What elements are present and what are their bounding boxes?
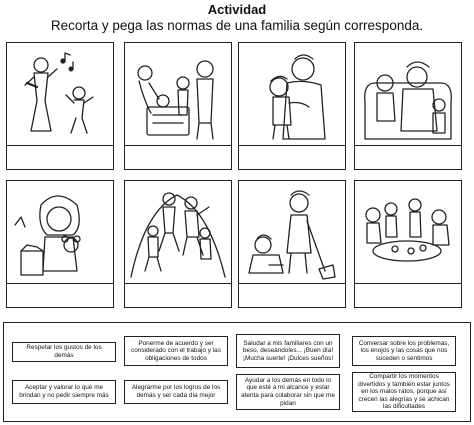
answer-slot[interactable] xyxy=(355,283,461,307)
answer-slot[interactable] xyxy=(355,145,461,169)
picture-card xyxy=(238,180,346,308)
rule-card[interactable]: Ponerme de acuerdo y ser considerado con el trabajo y las obligaciones de todos xyxy=(124,336,228,366)
picture-card xyxy=(238,42,346,170)
rule-card[interactable]: Conversar sobre los problemas, los enojos y las cosas que nos suceden o sentimos xyxy=(352,336,456,366)
picture-card xyxy=(354,42,462,170)
rule-card[interactable]: Ayudar a los demás en todo lo que esté a mi alcance y estar atenta para colaborar sin que me pidan xyxy=(236,374,340,410)
answer-slot[interactable] xyxy=(125,145,231,169)
answer-slot[interactable] xyxy=(239,283,345,307)
answer-slot[interactable] xyxy=(7,283,113,307)
family-at-dinner-table-icon xyxy=(355,181,461,285)
family-jumping-together-icon xyxy=(125,181,231,285)
rule-card[interactable]: Compartir los momentos divertidos y también estar juntos en los malos ratos, porque así crecen las alegrías y se achican las dificultades xyxy=(352,372,456,412)
answer-slot[interactable] xyxy=(125,283,231,307)
answer-slot[interactable] xyxy=(239,145,345,169)
picture-card xyxy=(354,180,462,308)
rule-card[interactable]: Aceptar y valorar lo que me brindan y no pedir siempre más xyxy=(12,380,116,404)
picture-card xyxy=(124,180,232,308)
girl-with-toys-icon xyxy=(7,181,113,285)
rule-card[interactable]: Saludar a mis familiares con un beso, deseándoles... ¡Buen día! ¡Mucha suerte! ¡Dulces sueños! xyxy=(236,334,340,368)
picture-card xyxy=(6,42,114,170)
answer-slot[interactable] xyxy=(7,145,113,169)
grandfather-with-grandchildren-icon xyxy=(355,43,461,147)
worksheet-instruction: Recorta y pega las normas de una familia según corresponda. xyxy=(50,18,424,33)
musician-with-child-dancing-icon xyxy=(7,43,113,147)
children-sweeping-icon xyxy=(239,181,345,285)
father-hugging-child-icon xyxy=(239,43,345,147)
picture-card xyxy=(124,42,232,170)
worksheet-title: Actividad xyxy=(207,2,267,17)
family-game-table-icon xyxy=(125,43,231,147)
rule-card[interactable]: Respetar los gustos de los demás xyxy=(12,342,116,362)
picture-card xyxy=(6,180,114,308)
rule-card[interactable]: Alegrarme por los logros de los demás y ser cada día mejor xyxy=(124,380,228,404)
picture-grid xyxy=(6,42,468,310)
